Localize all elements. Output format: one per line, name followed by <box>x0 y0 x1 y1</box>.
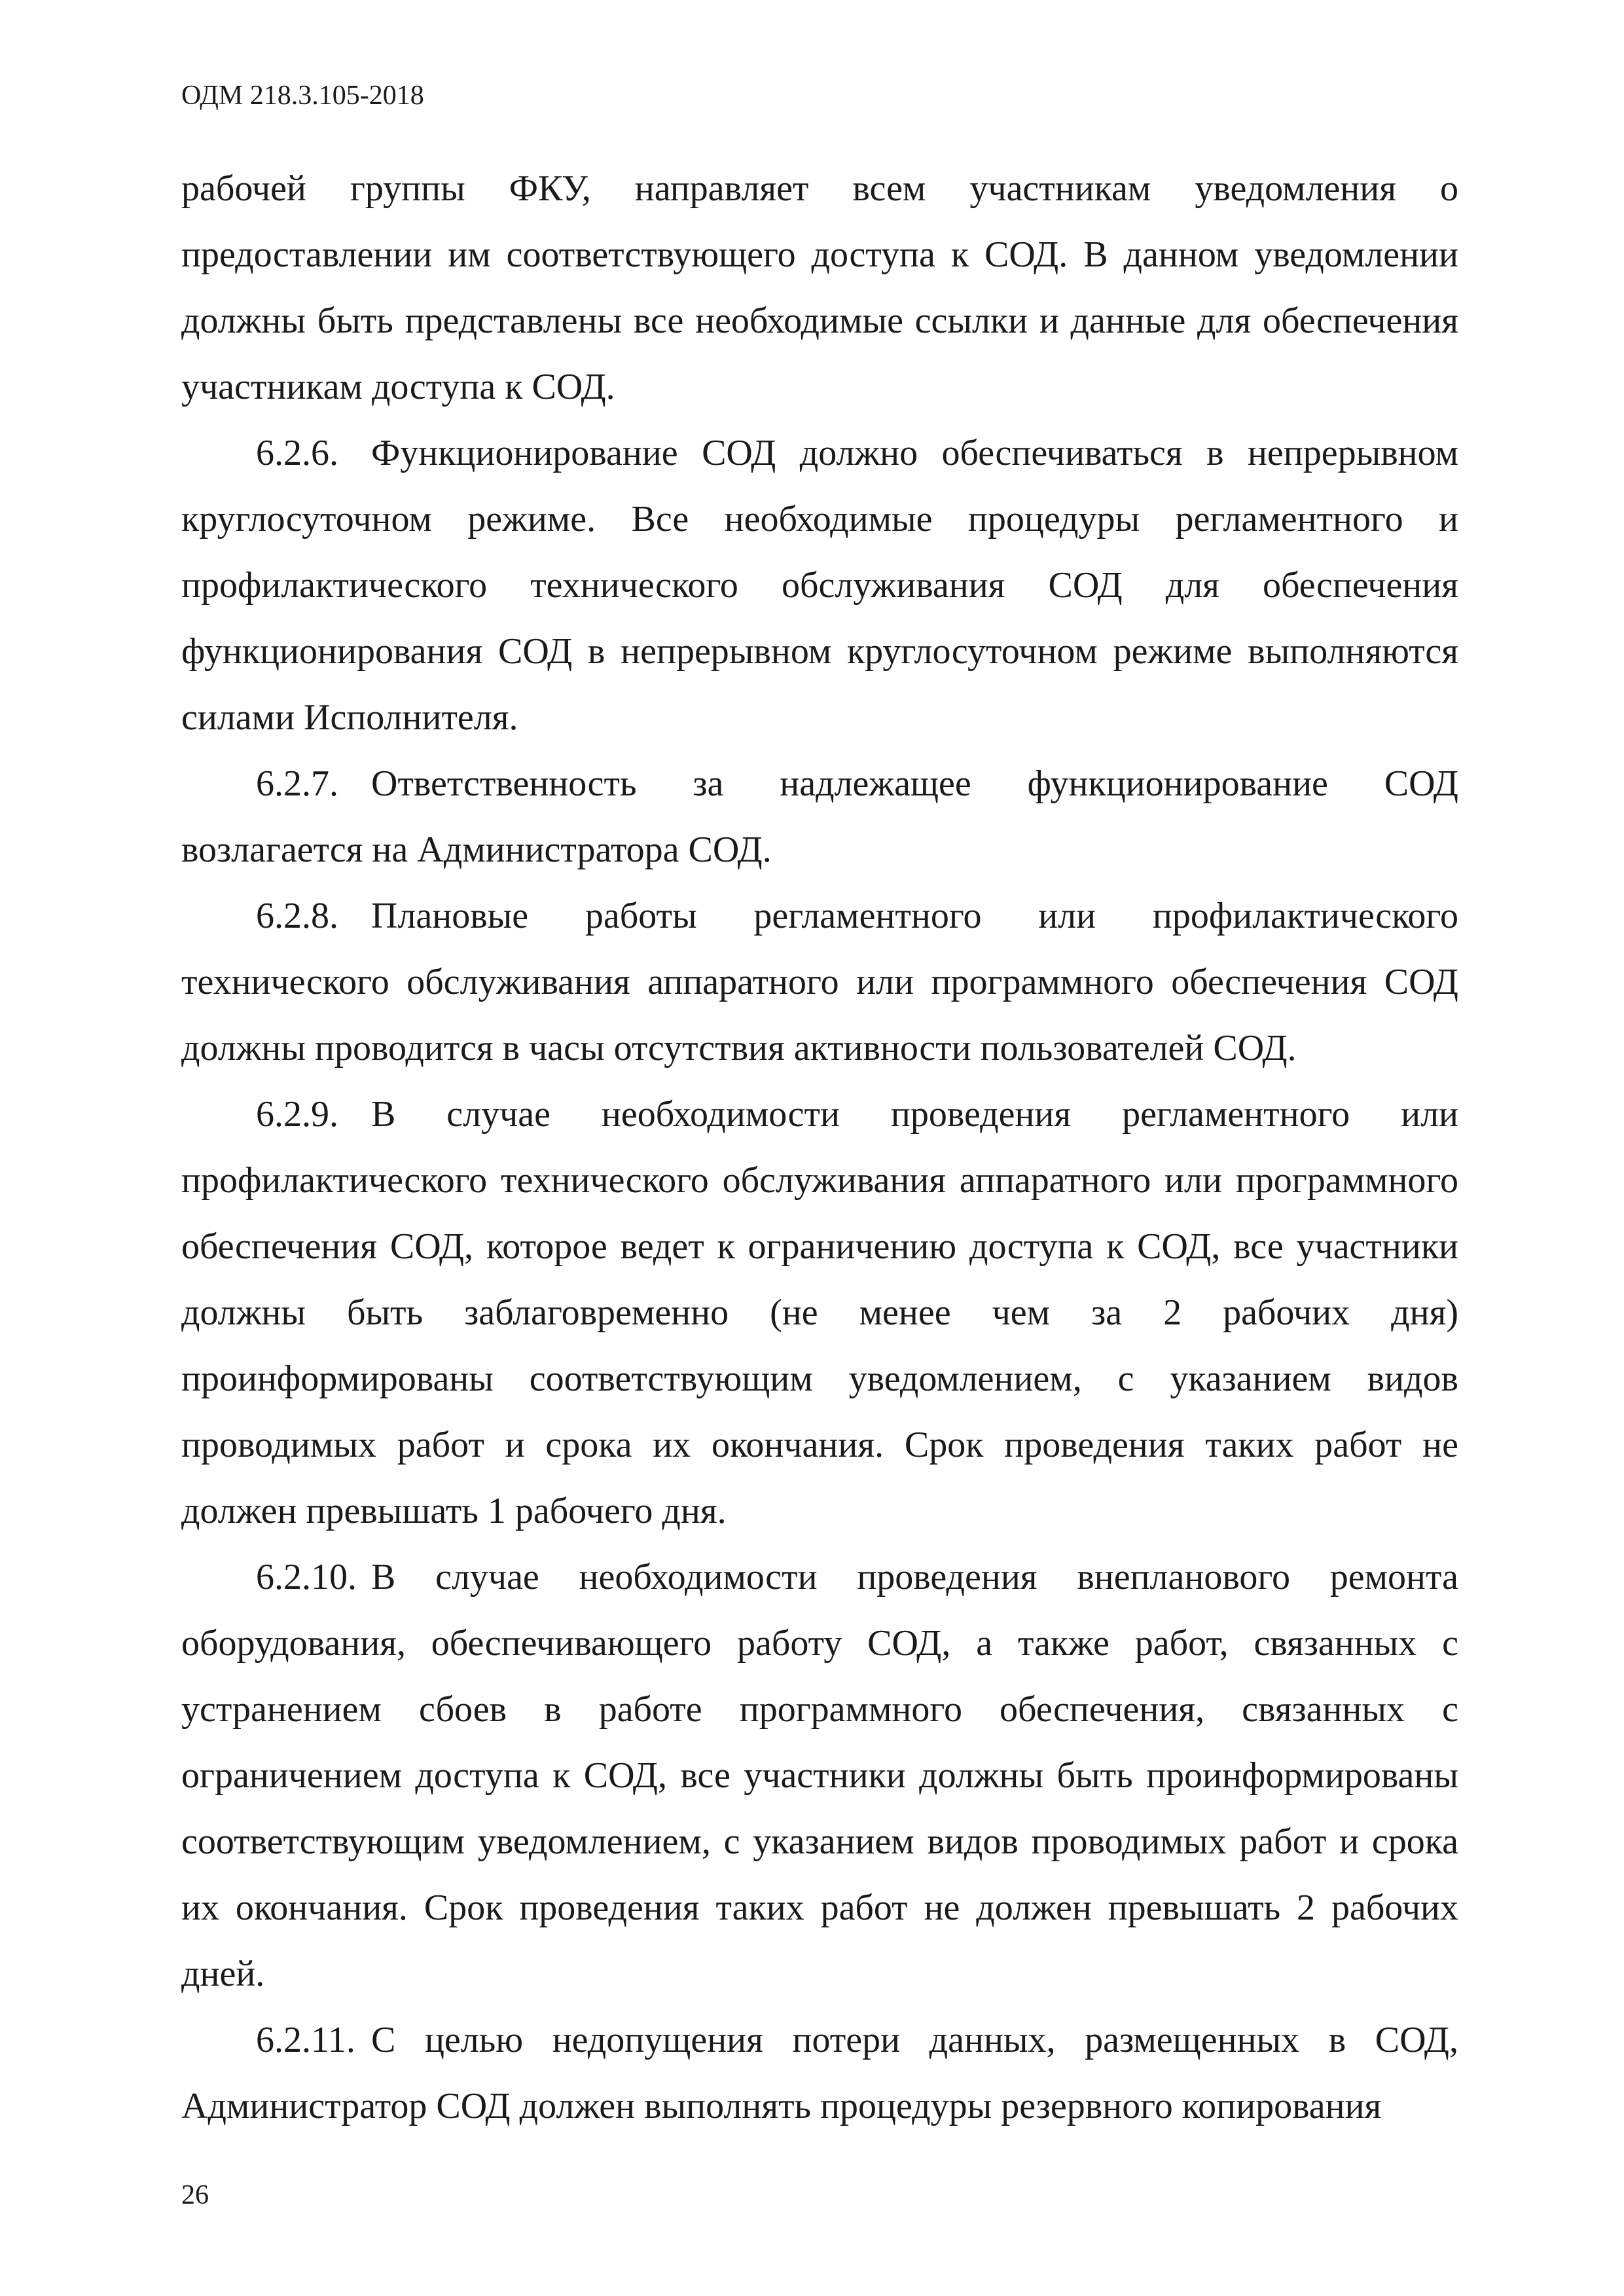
document-code-header: ОДМ 218.3.105-2018 <box>181 81 424 111</box>
paragraph-6-2-9 <box>181 1082 1458 1544</box>
paragraph-text: Функционирование СОД должно обеспечиваться в непрерывном круглосуточном режиме. Все необходимые процедуры регламентного и профилактического технического обслуживания СОД для обеспечения функционирования СОД в непрерывном круглосуточном режиме выполняются силами Исполнителя. <box>181 433 1458 738</box>
clause-number: 6.2.7. <box>256 763 338 804</box>
clause-number: 6.2.9. <box>256 1094 338 1135</box>
paragraph-text: рабочей группы ФКУ, направляет всем участникам уведомления о предоставлении им соответствующего доступа к СОД. В данном уведомлении должны быть представлены все необходимые ссылки и данные для обеспечения участникам доступа к СОД. <box>181 168 1458 407</box>
clause-number: 6.2.8. <box>256 896 338 936</box>
paragraph-6-2-8 <box>181 883 1458 1082</box>
clause-number: 6.2.11. <box>256 2020 355 2060</box>
paragraph-continuation <box>181 156 1458 420</box>
paragraph-text: Плановые работы регламентного или профилактического технического обслуживания аппаратного или программного обеспечения СОД должны проводится в часы отсутствия активности пользователей СОД. <box>181 896 1458 1068</box>
paragraph-text: В случае необходимости проведения внепланового ремонта оборудования, обеспечивающего работу СОД, а также работ, связанных с устранением сбоев в работе программного обеспечения, связанных с ограничением доступа к СОД, все участники должны быть проинформированы соответствующим уведомлением, с указанием видов проводимых работ и срока их окончания. Срок проведения таких работ не должен превышать 2 рабочих дней. <box>181 1557 1458 1994</box>
paragraph-6-2-6 <box>181 420 1458 751</box>
paragraph-text: В случае необходимости проведения регламентного или профилактического технического обслуживания аппаратного или программного обеспечения СОД, которое ведет к ограничению доступа к СОД, все участники должны быть заблаговременно (не менее чем за 2 рабочих дня) проинформированы соответствующим уведомлением, с указанием видов проводимых работ и срока их окончания. Срок проведения таких работ не должен превышать 1 рабочего дня. <box>181 1094 1458 1531</box>
document-body <box>181 156 1458 2140</box>
clause-number: 6.2.10. <box>256 1557 357 1597</box>
paragraph-text: С целью недопущения потери данных, размещенных в СОД, Администратор СОД должен выполнять процедуры резервного копирования <box>181 2020 1458 2126</box>
paragraph-6-2-7 <box>181 751 1458 883</box>
page-number: 26 <box>181 2180 209 2210</box>
paragraph-6-2-11 <box>181 2007 1458 2140</box>
paragraph-6-2-10 <box>181 1544 1458 2007</box>
clause-number: 6.2.6. <box>256 433 338 473</box>
paragraph-text: Ответственность за надлежащее функционирование СОД возлагается на Администратора СОД. <box>181 763 1458 870</box>
